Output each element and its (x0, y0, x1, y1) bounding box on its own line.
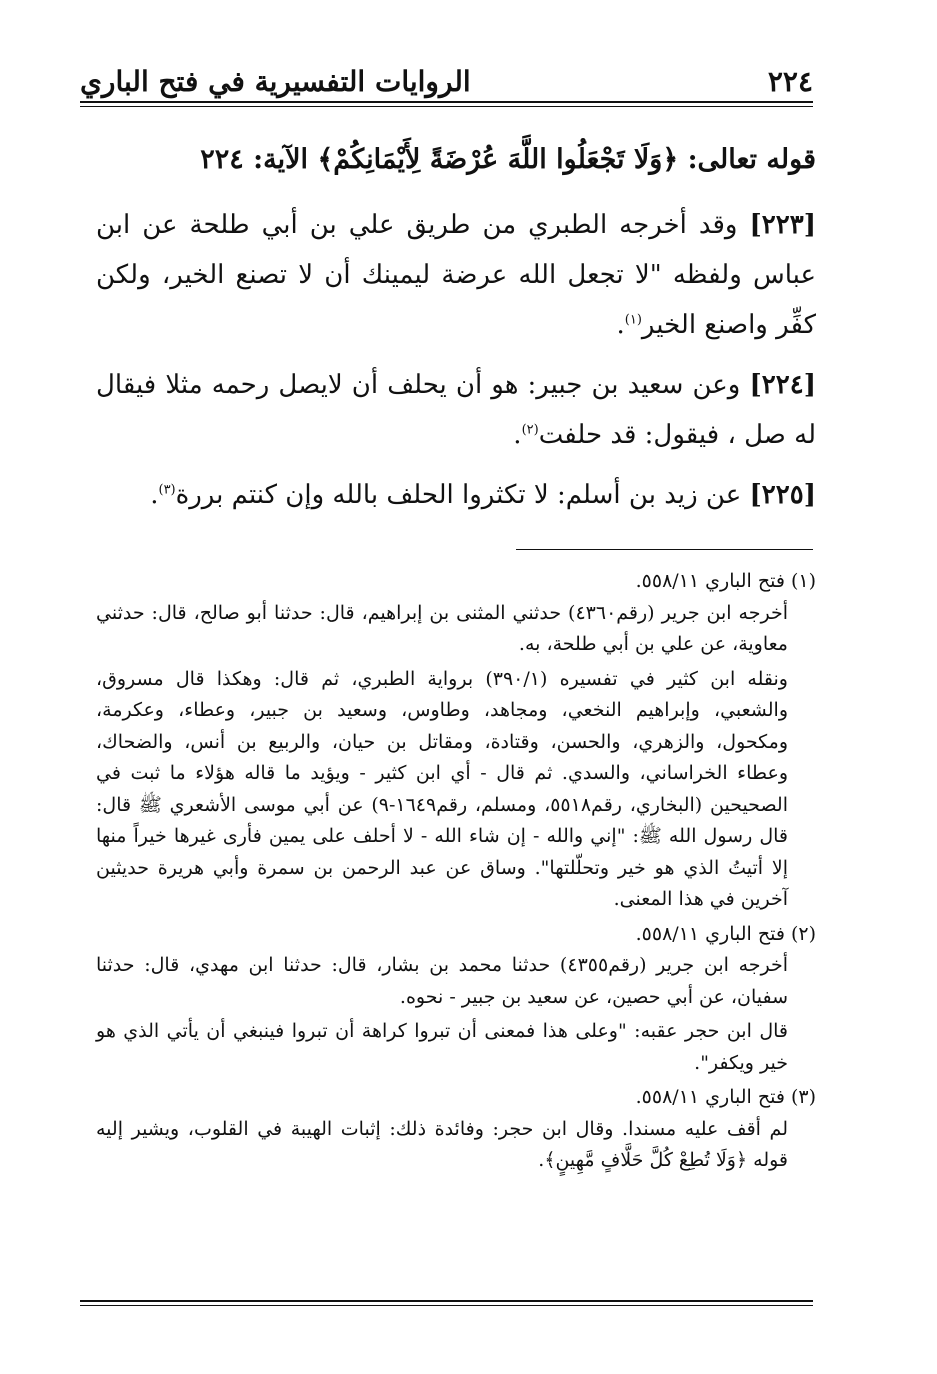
footer-rule (80, 1300, 813, 1302)
narration-number: [٢٢٥] (749, 480, 816, 510)
narration-text: وقد أخرجه الطبري من طريق علي بن أبي طلحة عن ابن عباس ولفظه "لا تجعل الله عرضة ليمينك أن لا تصنع الخير، ولكن كفِّر واصنع الخير (96, 210, 816, 340)
footnote-paragraph: ونقله ابن كثير في تفسيره (٣٩٠/١) برواية الطبري، ثم قال: وهكذا قال مسروق، والشعبي، وإبراهيم النخعي، ومجاهد، وطاوس، وسعيد بن جبير، وعطاء، وعكرمة، ومكحول، والزهري، والحسن، وقتادة، ومقاتل بن حيان، والربيع بن أنس، والضحاك، وعطاء الخراساني، والسدي. ثم قال - أي ابن كثير - ويؤيد ما قاله هؤلاء ما ثبت في الصحيحين (البخاري، رقم٥٥١٨، ومسلم، رقم١٦٤٩-٩) عن أبي موسى الأشعري ﷺ قال: قال رسول الله ﷺ: "إني والله - إن شاء الله - لا أحلف على يمين فأرى غيرها خيراً منها إلا أتيتُ الذي هو خير وتحلّلتها". وساق عن عبد الرحمن بن سمرة وأبي هريرة حديثين آخرين في هذا المعنى. (96, 667, 788, 910)
footnote-3-body (96, 1114, 788, 1177)
narration-end: . (616, 310, 625, 340)
narration-223 (96, 200, 816, 350)
page-header (80, 58, 813, 98)
footnote-paragraph: أخرجه ابن جرير (رقم٤٣٥٥) حدثنا محمد بن بشار، قال: حدثنا ابن مهدي، قال: حدثنا سفيان، عن أبي حصين، عن سعيد بن جبير - نحوه. (96, 954, 789, 1008)
narration-number: [٢٢٣] (749, 210, 816, 240)
narration-225 (96, 470, 816, 520)
page-number: ٢٢٤ (767, 65, 813, 98)
main-text (96, 138, 816, 530)
running-title: الروايات التفسيرية في فتح الباري (80, 65, 471, 98)
footnote-1-body (96, 598, 788, 916)
footnote-3-source: (٣) فتح الباري ٥٥٨/١١. (635, 1086, 816, 1108)
footnote-2-source: (٢) فتح الباري ٥٥٨/١١. (635, 922, 816, 945)
header-rule (80, 101, 813, 103)
verse-heading: قوله تعالى: ﴿وَلَا تَجْعَلُوا اللَّهَ عُرْضَةً لِأَيْمَانِكُمْ﴾ الآية: ٢٢٤ (200, 144, 816, 175)
narration-text: عن زيد بن أسلم: لا تكثروا الحلف بالله وإن كنتم بررة (175, 480, 742, 510)
footnote-paragraph: أخرجه ابن جرير (رقم٤٣٦٠) حدثني المثنى بن إبراهيم، قال: حدثنا أبو صالح، قال: حدثني معاوية، عن علي بن أبي طلحة، به. (96, 601, 788, 655)
narration-224 (96, 360, 816, 460)
footnote-separator (516, 549, 813, 550)
footnote-1-source: (١) فتح الباري ٥٥٨/١١. (635, 570, 816, 592)
footnote-ref: (٣) (158, 482, 176, 498)
footnote-paragraph: لم أقف عليه مسندا. وقال ابن حجر: وفائدة ذلك: إثبات الهيبة في القلوب، ويشير إليه قوله ﴿وَلَا تُطِعْ كُلَّ حَلَّافٍ مَّهِينٍ﴾. (96, 1117, 788, 1171)
narration-number: [٢٢٤] (749, 370, 816, 400)
narration-text: وعن سعيد بن جبير: هو أن يحلف أن لايصل رحمه مثلا فيقال له صل ، فيقول: قد حلفت (96, 370, 816, 450)
footnote-2-body (96, 950, 788, 1079)
footnotes (96, 566, 816, 1180)
narration-end: . (513, 420, 522, 450)
footnote-paragraph: قال ابن حجر عقبه: "وعلى هذا فمعنى أن تبروا كراهة أن تبروا فينبغي أن يأتي الذي هو خير ويكفر". (96, 1020, 788, 1074)
footnote-ref: (٢) (521, 422, 539, 438)
footnote-ref: (١) (624, 312, 642, 328)
narration-end: . (150, 480, 159, 510)
